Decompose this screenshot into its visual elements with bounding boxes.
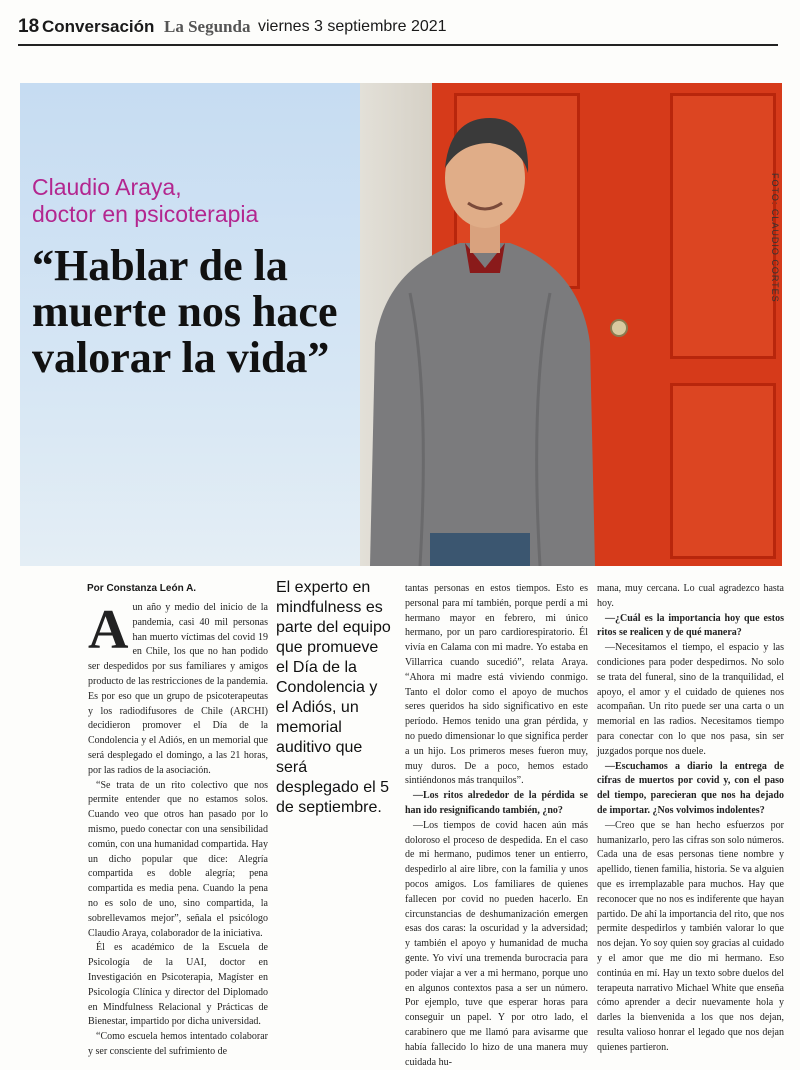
headline: “Hablar de la muerte nos hace valorar la vida” <box>32 241 338 382</box>
pull-quote: El experto en mindfulness es parte del equipo que promueve el Día de la Condolencia y el Adiós, un memorial auditivo que será desplegado el 5 de septiembre. <box>276 579 391 816</box>
door-knob <box>610 319 628 337</box>
paragraph: —Necesitamos el tiempo, el espacio y las condiciones para poder despedirnos. No solo se trata del funeral, sino de la tranquilidad, el apoyo, el amor y el cuidado de quienes nos acompañan. Un rito puede ser una carta o un memorial en las radios. Necesitamos tiempo para conectar con lo que nos pasa, sin ser juzgados porque nos duele. <box>597 642 784 757</box>
door-panel <box>670 383 776 559</box>
page-number: 18 <box>18 16 40 37</box>
paragraph: “Como escuela hemos intentado colaborar y ser consciente del sufrimiento de <box>88 1031 268 1057</box>
portrait-figure <box>350 93 600 566</box>
article-column-4 <box>597 582 784 1056</box>
dropcap: A <box>88 599 129 661</box>
paragraph: —Creo que se han hecho esfuerzos por humanizarlo, pero las cifras son solo números. Cada una de esas personas tiene nombre y apellido, tienen familia, historia. Se va alguien que es irremplazable para muchos. Hay que reconocer que no nos es indiferente que hayan partido. De ahí la importancia del rito, que nos permite despedirlos y también valorar lo que nos dejan. Yo soy quien soy gracias al cuidado y el amor que me dio mi hermano. Eso continúa en mí. Hay un texto sobre duelos del terapeuta narrativo Michael White que enseña cómo aprender a decir nuevamente hola y darles la bienvenida a los que nos dejan, resulta valioso honrar el legado que nos dejan quienes partieron. <box>597 819 784 1053</box>
paragraph: un año y medio del inicio de la pandemia, casi 40 mil personas han muerto víctimas del covid 19 en Chile, los que no han podido ser despedidos por sus familiares y amigos producto de las restricciones de la pandemia. Es por eso que un grupo de psicoterapeutas y los radiodifusores de Chile (ARCHI) decidieron promover el Día de la Condolencia y el Adiós, en un memorial que será desplegado el domingo, a las 21 horas, por las radios de la asociación. <box>88 602 268 776</box>
issue-date: viernes 3 septiembre 2021 <box>258 18 447 35</box>
door-panel <box>670 93 776 359</box>
interviewee-name: Claudio Araya, <box>32 174 182 200</box>
paragraph: tantas personas en estos tiempos. Esto es personal para mí también, porque perdí a mi hermano mayor en febrero, mi único hermano, por un paro cardiorespiratorio. Él vivía en Calama con mi madre. Yo estaba en Villarrica cuando sucedió”, relata Araya. “Ahora mi madre está viviendo conmigo. Tanto el dolor como el apoyo de muchos seres queridos ha sido significativo en este período. Hemos tenido una gran pérdida, y no puedo dimensionar lo que significa perder a un hijo. Los primeros meses fueron muy, muy duros. De a poco, hemos estado sintiéndonos más tranquilos”. <box>405 583 588 787</box>
section-title: Conversación <box>42 17 155 36</box>
header-rule <box>18 44 778 46</box>
newspaper-name: La Segunda <box>164 17 251 36</box>
hero-photo <box>20 83 782 566</box>
question: —¿Cuál es la importancia hoy que estos ritos se realicen y de qué manera? <box>597 612 784 639</box>
byline: Por Constanza León A. <box>87 583 197 594</box>
page-header <box>18 14 780 44</box>
question: —Los ritos alrededor de la pérdida se han ido resignificando también, ¿no? <box>405 790 588 816</box>
photo-credit: FOTO: CLAUDIO CORTES <box>770 173 780 303</box>
paragraph: mana, muy cercana. Lo cual agradezco hasta hoy. <box>597 583 784 609</box>
paragraph: Él es académico de la Escuela de Psicología de la UAI, doctor en Investigación en Psicoterapia, Magíster en Psicología Clínica y director del Diplomado en Mindfulness Relacional y Prácticas de Bienestar, impartido por dicha universidad. <box>88 942 268 1028</box>
interviewee-role: doctor en psicoterapia <box>32 201 259 227</box>
question: —Escuchamos a diario la entrega de cifras de muertos por covid y, con el paso del tiempo, parecieran que nos ha dejado de importar. ¿Nos volvimos indolentes? <box>597 760 784 816</box>
paragraph: —Los tiempos de covid hacen aún más doloroso el proceso de despedida. En el caso de mi hermano, pudimos tener un entierro, despedirlo al aire libre, con la familia y unos pocos amigos. Los familiares de quienes fallecen por covid no pueden hacerlo. En circunstancias de deshumanización emergen esas dos caras: la oscuridad y la adversidad; y también el apoyo y humanidad de mucha gente. Yo viví una tremenda burocracia para poder viajar a ver a mi hermano, porque uno en algunos contextos pasa a ser un número. Por ejemplo, tuve que esperar horas para conseguir un papel. Y por otro lado, el carabinero que me llamó para avisarme que había fallecido lo hizo de una manera muy cuidada hu- <box>405 819 588 1068</box>
paragraph: “Se trata de un rito colectivo que nos permite entender que no estamos solos. Cuando veo que otros han pasado por lo mismo, puedo conectar con una sensibilidad común, con una humanidad compartida. Hay un dicho popular que dice: Alegría compartida es doble alegría; pena compartida es media pena. Cuando la pena no es solo de uno, sino compartida, la sobrellevamos mejor”, señala el psicólogo Claudio Araya, colaborador de la iniciativa. <box>88 779 268 939</box>
article-column-3 <box>405 582 588 1070</box>
article-column-1 <box>88 601 268 1060</box>
